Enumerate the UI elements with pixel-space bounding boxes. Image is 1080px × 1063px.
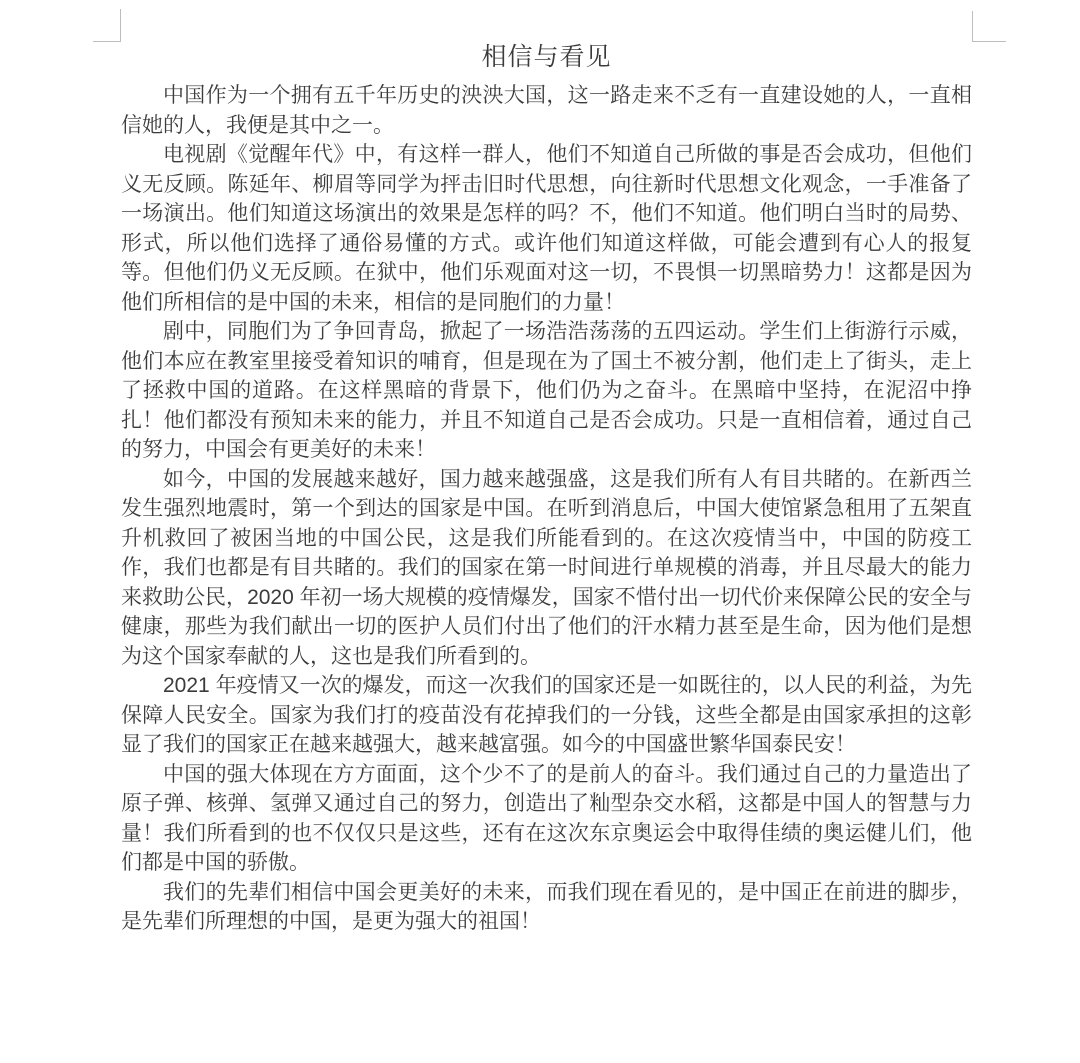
paragraph-2[interactable]: 电视剧《觉醒年代》中，有这样一群人，他们不知道自己所做的事是否会成功，但他们义无反顾。陈延年、柳眉等同学为抨击旧时代思想，向往新时代思想文化观念，一手准备了一场演出。他们知道这场演出的效果是怎样的吗？不，他们不知道。他们明白当时的局势、形式，所以他们选择了通俗易懂的方式。或许他们知道这样做，可能会遭到有心人的报复等。但他们仍义无反顾。在狱中，他们乐观面对这一切，不畏惧一切黑暗势力！这都是因为他们所相信的是中国的未来，相信的是同胞们的力量！ [121,143,972,314]
crop-mark-top-left-vertical-line [120,9,121,42]
paragraph-3[interactable]: 剧中，同胞们为了争回青岛，掀起了一场浩浩荡荡的五四运动。学生们上街游行示威，他们本应在教室里接受着知识的哺育，但是现在为了国土不被分割，他们走上了街头，走上了拯救中国的道路。在这样黑暗的背景下，他们仍为之奋斗。在黑暗中坚持，在泥沼中挣扎！他们都没有预知未来的能力，并且不知道自己是否会成功。只是一直相信着，通过自己的努力，中国会有更美好的未来！ [121,320,972,461]
paragraph-7[interactable]: 我们的先辈们相信中国会更美好的未来，而我们现在看见的，是中国正在前进的脚步，是先辈们所理想的中国，是更为强大的祖国！ [121,880,972,933]
paragraph-1[interactable]: 中国作为一个拥有五千年历史的泱泱大国，这一路走来不乏有一直建设她的人，一直相信她的人，我便是其中之一。 [121,84,972,137]
document-title[interactable]: 相信与看见 [481,43,612,71]
crop-mark-top-left-horizontal-line [93,41,121,42]
document-text-area[interactable] [121,42,972,937]
paragraph-6[interactable]: 中国的强大体现在方方面面，这个少不了的是前人的奋斗。我们通过自己的力量造出了原子弹、核弹、氢弹又通过自己的努力，创造出了籼型杂交水稻，这都是中国人的智慧与力量！我们所看到的也不仅仅只是这些，还有在这次东京奥运会中取得佳绩的奥运健儿们，他们都是中国的骄傲。 [121,762,972,874]
crop-mark-top-right-horizontal-line [972,41,1006,42]
crop-mark-top-right-vertical-line [972,11,973,42]
paragraph-4[interactable]: 如今，中国的发展越来越好，国力越来越强盛，这是我们所有人有目共睹的。在新西兰发生强烈地震时，第一个到达的国家是中国。在听到消息后，中国大使馆紧急租用了五架直升机救回了被困当地的中国公民，这是我们所能看到的。在这次疫情当中，中国的防疫工作，我们也都是有目共睹的。我们的国家在第一时间进行单规模的消毒，并且尽最大的能力来救助公民，2020 年初一场大规模的疫情爆发，国家不惜付出一切代价来保障公民的安全与健康，那些为我们献出一切的医护人员们付出了他们的汗水精力甚至是生命，因为他们是想为这个国家奉献的人，这也是我们所看到的。 [121,467,972,668]
paragraph-5[interactable]: 2021 年疫情又一次的爆发，而这一次我们的国家还是一如既往的，以人民的利益，为先保障人民安全。国家为我们打的疫苗没有花掉我们的一分钱，这些全都是由国家承担的这彰显了我们的国家正在越来越强大，越来越富强。如今的中国盛世繁华国泰民安！ [121,674,972,756]
